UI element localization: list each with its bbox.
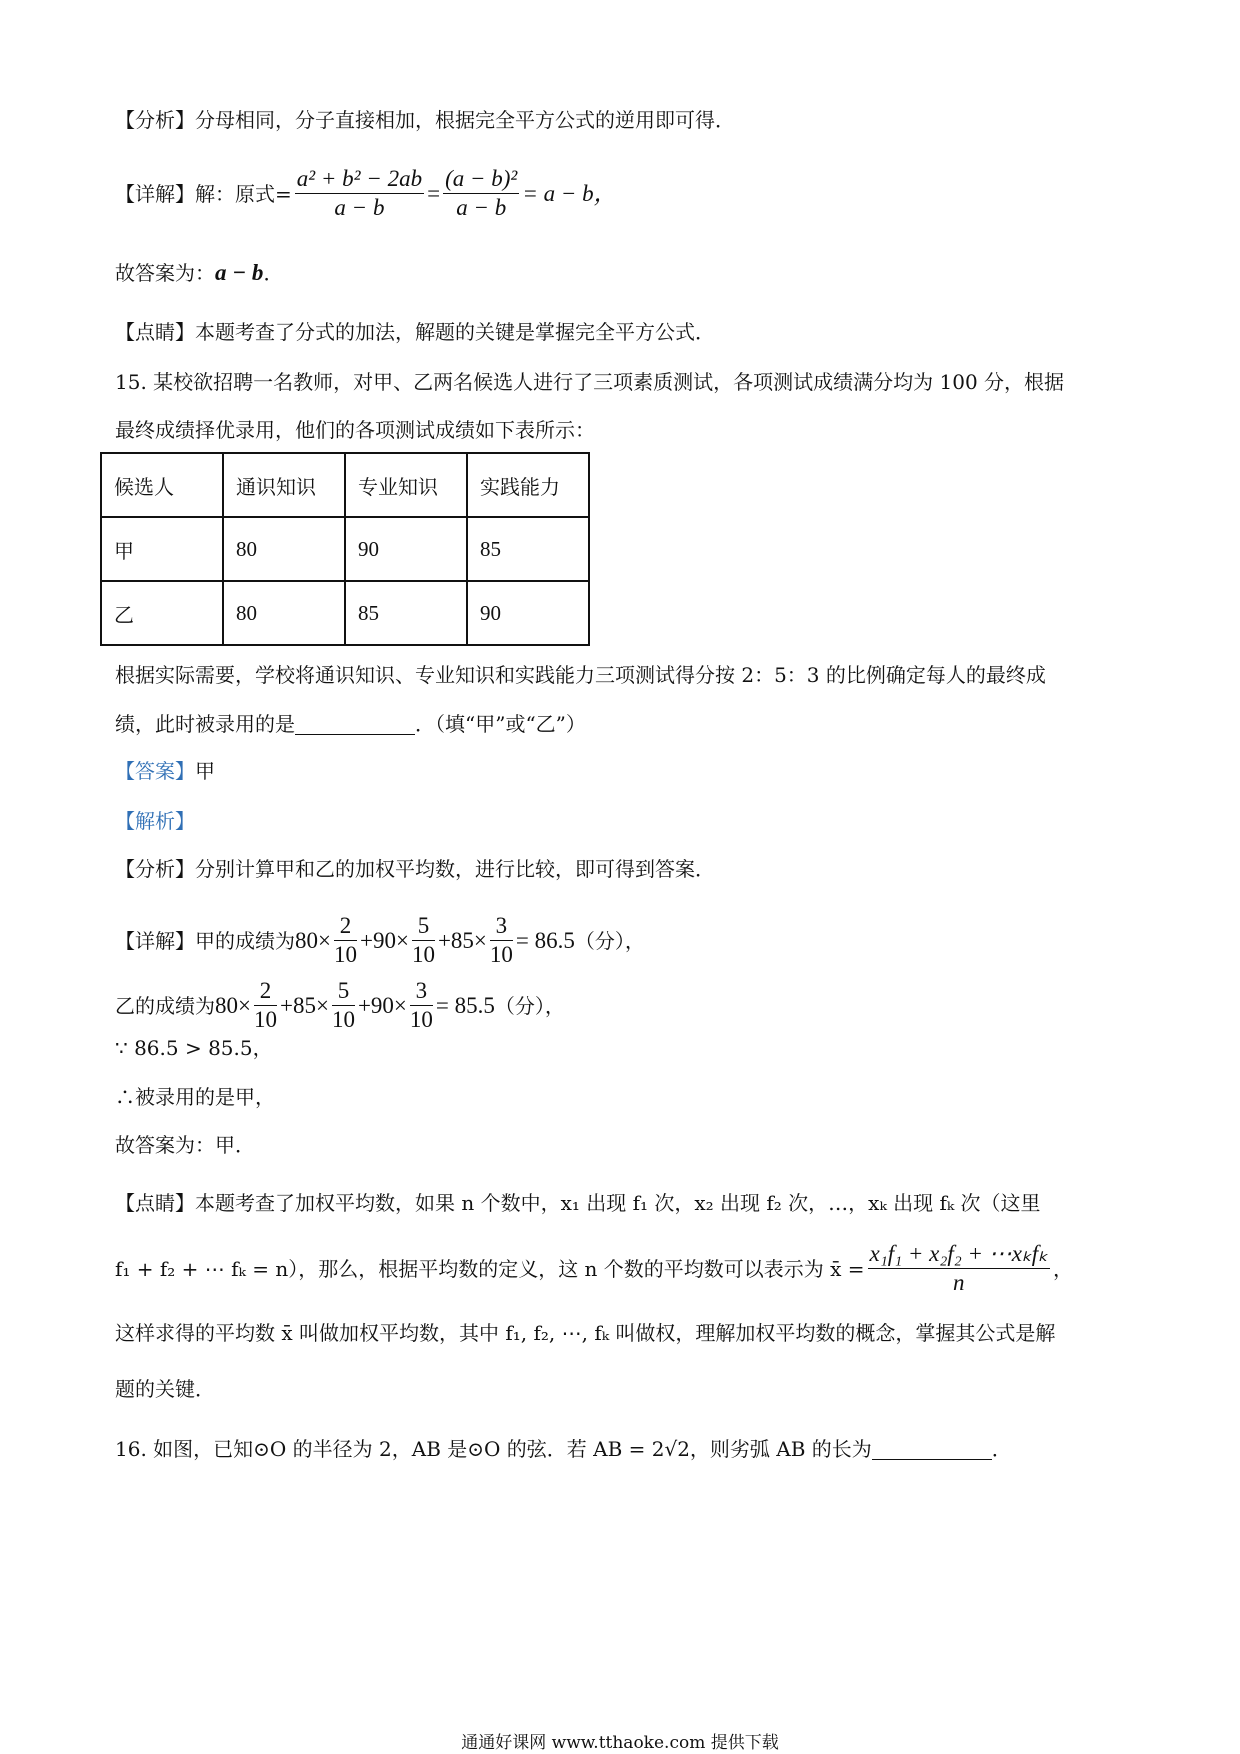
term: +90× <box>359 927 409 953</box>
fraction <box>334 912 357 969</box>
term: +85× <box>437 927 487 953</box>
table-cell: 90 <box>345 517 467 581</box>
term: +85× <box>279 992 329 1018</box>
table-header: 专业知识 <box>345 453 467 517</box>
fraction <box>295 165 424 222</box>
comment-text: 本题考查了加权平均数，如果 n 个数中，x₁ 出现 f₁ 次，x₂ 出现 f₂ 次，…，xₖ 出现 fₖ 次（这里 <box>195 1191 1041 1215</box>
stem-text: ．（填“甲”或“乙”） <box>415 712 586 736</box>
q15-stem-3: 根据实际需要，学校将通识知识、专业知识和实践能力三项测试得分按 2：5：3 的比例确定每人的最终成 <box>115 663 1046 687</box>
result: = a − b， <box>522 180 617 206</box>
unit: （分）， <box>574 928 645 953</box>
q14-detail <box>115 165 617 222</box>
q15-analysis <box>115 856 715 882</box>
stem-text: 16. 如图，已知⊙O 的半径为 2，AB 是⊙O 的弦．若 AB = 2√2，则劣弧 AB 的长为 <box>115 1437 872 1461</box>
footer-watermark: 通通好课网 www.tthaoke.com 提供下载 <box>461 1733 779 1753</box>
q15-detail-jia <box>115 912 645 969</box>
table-header-row <box>101 453 589 517</box>
comment-label: 【点睛】 <box>115 320 195 344</box>
answer-blank <box>872 1439 992 1460</box>
denominator: a − b <box>456 195 507 220</box>
table-cell: 90 <box>467 581 589 645</box>
numerator: 2 <box>339 913 352 938</box>
detail-prefix: 甲的成绩为 <box>195 928 295 953</box>
therefore-line: ∴被录用的是甲， <box>115 1085 275 1109</box>
stem-text: 绩，此时被录用的是 <box>115 712 295 736</box>
fraction <box>490 912 513 969</box>
comment-label: 【点睛】 <box>115 1191 195 1215</box>
equals: = <box>427 180 441 206</box>
denominator: n <box>953 1270 965 1295</box>
q15-comment-3: 这样求得的平均数 x̄ 叫做加权平均数，其中 f₁, f₂, ⋯, fₖ 叫做权，理解加权平均数的概念，掌握其公式是解 <box>115 1321 1056 1345</box>
q15-stem-2: 最终成绩择优录用，他们的各项测试成绩如下表所示： <box>115 418 595 442</box>
detail-prefix: 乙的成绩为 <box>115 993 215 1018</box>
result: = 86.5 <box>515 927 575 953</box>
analysis-text: 分别计算甲和乙的加权平均数，进行比较，即可得到答案． <box>195 857 715 881</box>
table-cell: 80 <box>223 581 345 645</box>
term: +90× <box>357 992 407 1018</box>
answer-value: a − b <box>215 260 264 285</box>
comment-text: 本题考查了分式的加法，解题的关键是掌握完全平方公式． <box>195 320 715 344</box>
numerator: 3 <box>415 978 428 1003</box>
table-header: 实践能力 <box>467 453 589 517</box>
answer-prefix: 故答案为： <box>115 261 215 285</box>
q15-comment-4: 题的关键． <box>115 1377 215 1401</box>
q15-stem-4 <box>115 711 586 737</box>
q14-answer <box>115 260 283 286</box>
analysis-text: 分母相同，分子直接相加，根据完全平方公式的逆用即可得． <box>195 108 735 132</box>
fraction <box>868 1240 1050 1297</box>
denominator: 10 <box>253 1007 277 1032</box>
table-cell: 甲 <box>101 517 223 581</box>
q15-stem-1: 15. 某校欲招聘一名教师，对甲、乙两名候选人进行了三项素质测试，各项测试成绩满分均为 100 分，根据 <box>115 370 1065 394</box>
fraction <box>410 977 433 1034</box>
numerator: 2 <box>259 978 272 1003</box>
answer-label: 【答案】 <box>115 759 195 783</box>
table-cell: 85 <box>467 517 589 581</box>
numerator: x₁f₁ + x₂f₂ + ⋯xₖfₖ <box>869 1241 1048 1266</box>
comment-text: f₁ + f₂ + ⋯ fₖ = n），那么，根据平均数的定义，这 n 个数的平均数可以表示为 x̄ = <box>115 1256 865 1281</box>
comment-text: ， <box>1052 1256 1073 1281</box>
q15-answer <box>115 758 215 784</box>
table-cell: 乙 <box>101 581 223 645</box>
denominator: 10 <box>411 942 435 967</box>
detail-label: 【详解】 <box>115 928 195 953</box>
answer-value: 甲 <box>195 759 215 783</box>
table-row <box>101 581 589 645</box>
q16-stem <box>115 1436 1012 1462</box>
final-answer: 故答案为：甲． <box>115 1133 255 1157</box>
table-cell: 80 <box>223 517 345 581</box>
fraction <box>412 912 435 969</box>
term: 80× <box>295 927 331 953</box>
fraction <box>332 977 355 1034</box>
table-cell: 85 <box>345 581 467 645</box>
denominator: 10 <box>409 1007 433 1032</box>
answer-blank <box>295 714 415 735</box>
analysis-label: 【分析】 <box>115 857 195 881</box>
numerator: 5 <box>337 978 350 1003</box>
term: 80× <box>215 992 251 1018</box>
answer-suffix: ． <box>263 261 284 285</box>
table-row <box>101 517 589 581</box>
analysis-label: 【分析】 <box>115 108 195 132</box>
stem-text: ． <box>991 1437 1012 1461</box>
denominator: 10 <box>331 1007 355 1032</box>
table-header: 通识知识 <box>223 453 345 517</box>
unit: （分）， <box>494 993 565 1018</box>
q15-comment-2 <box>115 1240 1073 1297</box>
because-line: ∵ 86.5 > 85.5， <box>115 1036 273 1060</box>
denominator: 10 <box>333 942 357 967</box>
score-table <box>100 452 590 646</box>
table-header: 候选人 <box>101 453 223 517</box>
denominator: 10 <box>489 942 513 967</box>
q14-analysis <box>115 107 735 133</box>
numerator: 3 <box>495 913 508 938</box>
fraction <box>443 165 519 222</box>
result: = 85.5 <box>435 992 495 1018</box>
numerator: (a − b)² <box>445 166 518 191</box>
q15-detail-yi <box>115 977 565 1034</box>
numerator: 5 <box>417 913 430 938</box>
q15-comment-1 <box>115 1190 1041 1216</box>
solution-label: 【解析】 <box>115 809 195 833</box>
q14-comment <box>115 319 715 345</box>
detail-label: 【详解】 <box>115 181 195 206</box>
fraction <box>254 977 277 1034</box>
numerator: a² + b² − 2ab <box>296 166 423 191</box>
denominator: a − b <box>334 195 385 220</box>
detail-prefix: 解：原式= <box>195 181 292 206</box>
